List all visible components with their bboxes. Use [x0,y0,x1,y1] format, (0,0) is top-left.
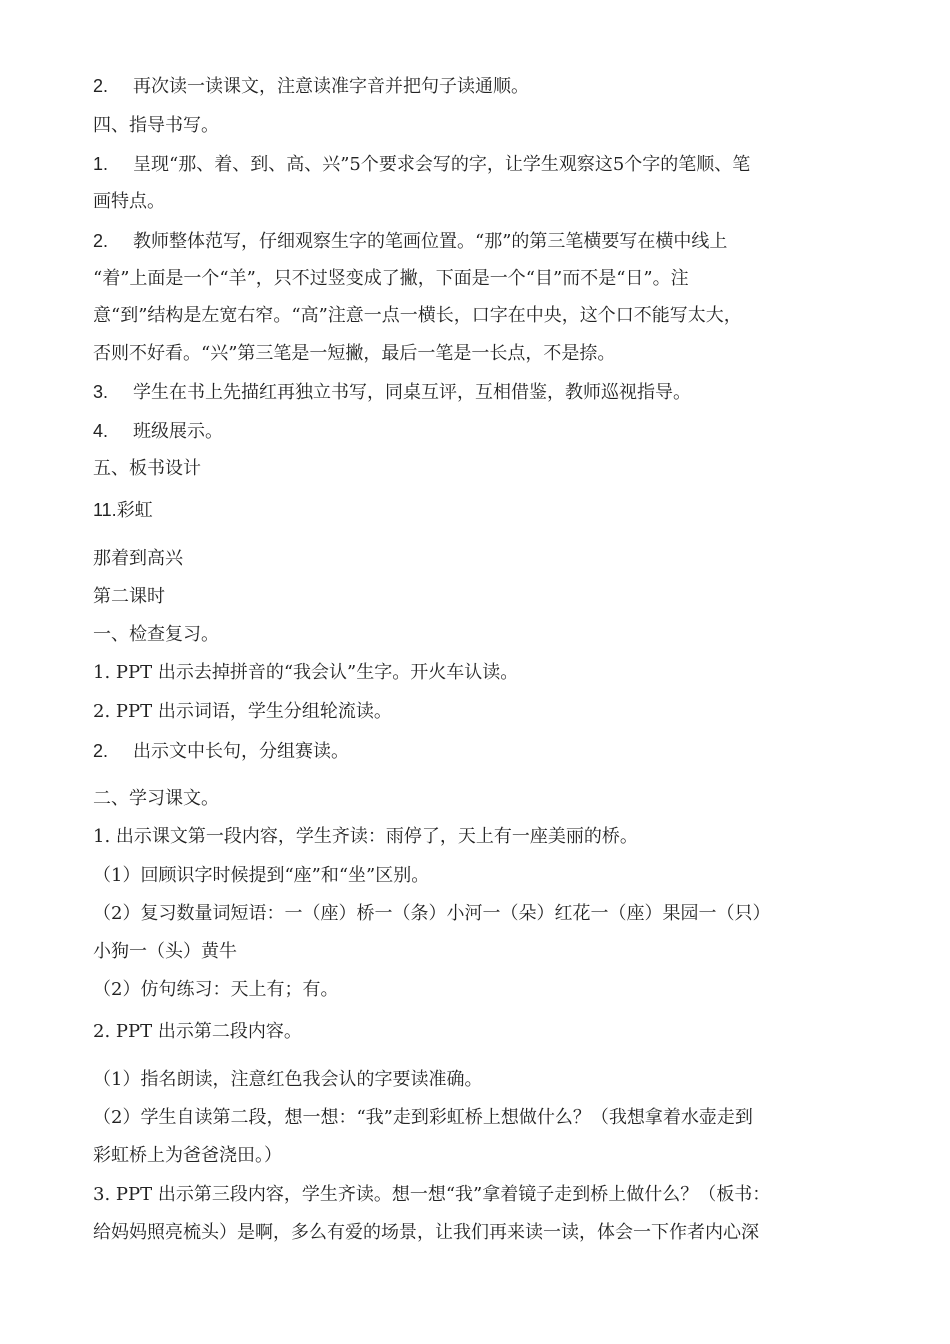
paragraph-text: 否则不好看。“兴”第三笔是一短撇，最后一笔是一长点，不是捺。 [93,343,616,364]
paragraph-text: 2. PPT 出示第二段内容。 [93,1021,302,1042]
paragraph-text: 出示文中长句，分组赛读。 [133,741,349,762]
board-title [93,498,863,523]
study-substep [93,1068,863,1092]
heading-text: 四、指导书写。 [93,115,219,136]
paragraph-text: （2）学生自读第二段，想一想：“我”走到彩虹桥上想做什么？（我想拿着水壶走到 [93,1107,753,1128]
list-number: 2. [93,76,109,96]
paragraph-text: 小狗一（头）黄牛 [93,941,237,962]
paragraph-text: 给妈妈照亮梳头）是啊，多么有爱的场景，让我们再来读一读，体会一下作者内心深 [93,1222,759,1243]
writing-guide-step-4 [93,419,863,444]
paragraph-text: （2）复习数量词短语：一（座）桥一（条）小河一（朵）红花一（座）果园一（只） [93,903,771,924]
study-step-2 [93,1020,863,1044]
study-substep [93,864,863,888]
study-substep [93,1106,863,1130]
lesson-period-heading [93,585,863,609]
list-number: 1. [93,154,109,174]
writing-guide-step-2 [93,229,863,254]
heading-text: 第二课时 [93,586,165,607]
board-characters [93,547,863,571]
lesson-number: 11. [93,500,117,520]
paragraph-text: 学生在书上先描红再独立书写，同桌互评，互相借鉴，教师巡视指导。 [133,382,691,403]
paragraph-text: 呈现“那、着、到、高、兴”5个要求会写的字，让学生观察这5个字的笔顺、笔 [133,154,751,175]
paragraph-text: 2. PPT 出示词语，学生分组轮流读。 [93,701,392,722]
paragraph-text: 班级展示。 [133,421,223,442]
lesson-title: 彩虹 [116,500,153,521]
paragraph-text: “着”上面是一个“羊”，只不过竖变成了撇，下面是一个“目”而不是“日”。注 [93,268,689,289]
heading-text: 二、学习课文。 [93,788,219,809]
paragraph-text: 画特点。 [93,191,165,212]
study-substep [93,978,863,1002]
review-step-2 [93,700,863,724]
list-number: 4. [93,421,109,441]
paragraph-text: （2）仿句练习：天上有；有。 [93,979,339,1000]
section-heading-1 [93,623,863,647]
paragraph-text: 那着到高兴 [93,548,183,569]
paragraph-continuation [93,267,863,291]
paragraph-text: 意“到”结构是左宽右窄。“高”注意一点一横长，口字在中央，这个口不能写太大， [93,305,742,326]
paragraph-continuation [93,304,863,328]
writing-step-2 [93,74,863,99]
paragraph-text: （1）指名朗读，注意红色我会认的字要读准确。 [93,1069,483,1090]
study-substep [93,902,863,926]
list-number: 2. [93,741,109,761]
paragraph-continuation [93,1221,863,1245]
study-step-1 [93,825,863,849]
section-heading-5 [93,457,863,481]
paragraph-text: （1）回顾识字时候提到“座”和“坐”区别。 [93,865,430,886]
section-heading-2 [93,787,863,811]
review-step-3 [93,739,863,764]
section-heading-4 [93,114,863,138]
paragraph-continuation [93,940,863,964]
paragraph-text: 再次读一读课文，注意读准字音并把句子读通顺。 [133,76,529,97]
heading-text: 五、板书设计 [93,458,201,479]
writing-guide-step-1 [93,152,863,177]
paragraph-text: 1. 出示课文第一段内容，学生齐读：雨停了，天上有一座美丽的桥。 [93,826,638,847]
paragraph-continuation [93,190,863,214]
heading-text: 一、检查复习。 [93,624,219,645]
review-step-1 [93,661,863,685]
list-number: 3. [93,382,109,402]
paragraph-text: 3. PPT 出示第三段内容，学生齐读。想一想“我”拿着镜子走到桥上做什么？（板书： [93,1184,771,1205]
list-number: 2. [93,231,109,251]
paragraph-text: 1. PPT 出示去掉拼音的“我会认”生字。开火车认读。 [93,662,519,683]
paragraph-continuation [93,1144,863,1168]
study-step-3 [93,1183,863,1207]
writing-guide-step-3 [93,380,863,405]
paragraph-continuation [93,342,863,366]
paragraph-text: 彩虹桥上为爸爸浇田。） [93,1145,282,1166]
paragraph-text: 教师整体范写，仔细观察生字的笔画位置。“那”的第三笔横要写在横中线上 [133,231,728,252]
